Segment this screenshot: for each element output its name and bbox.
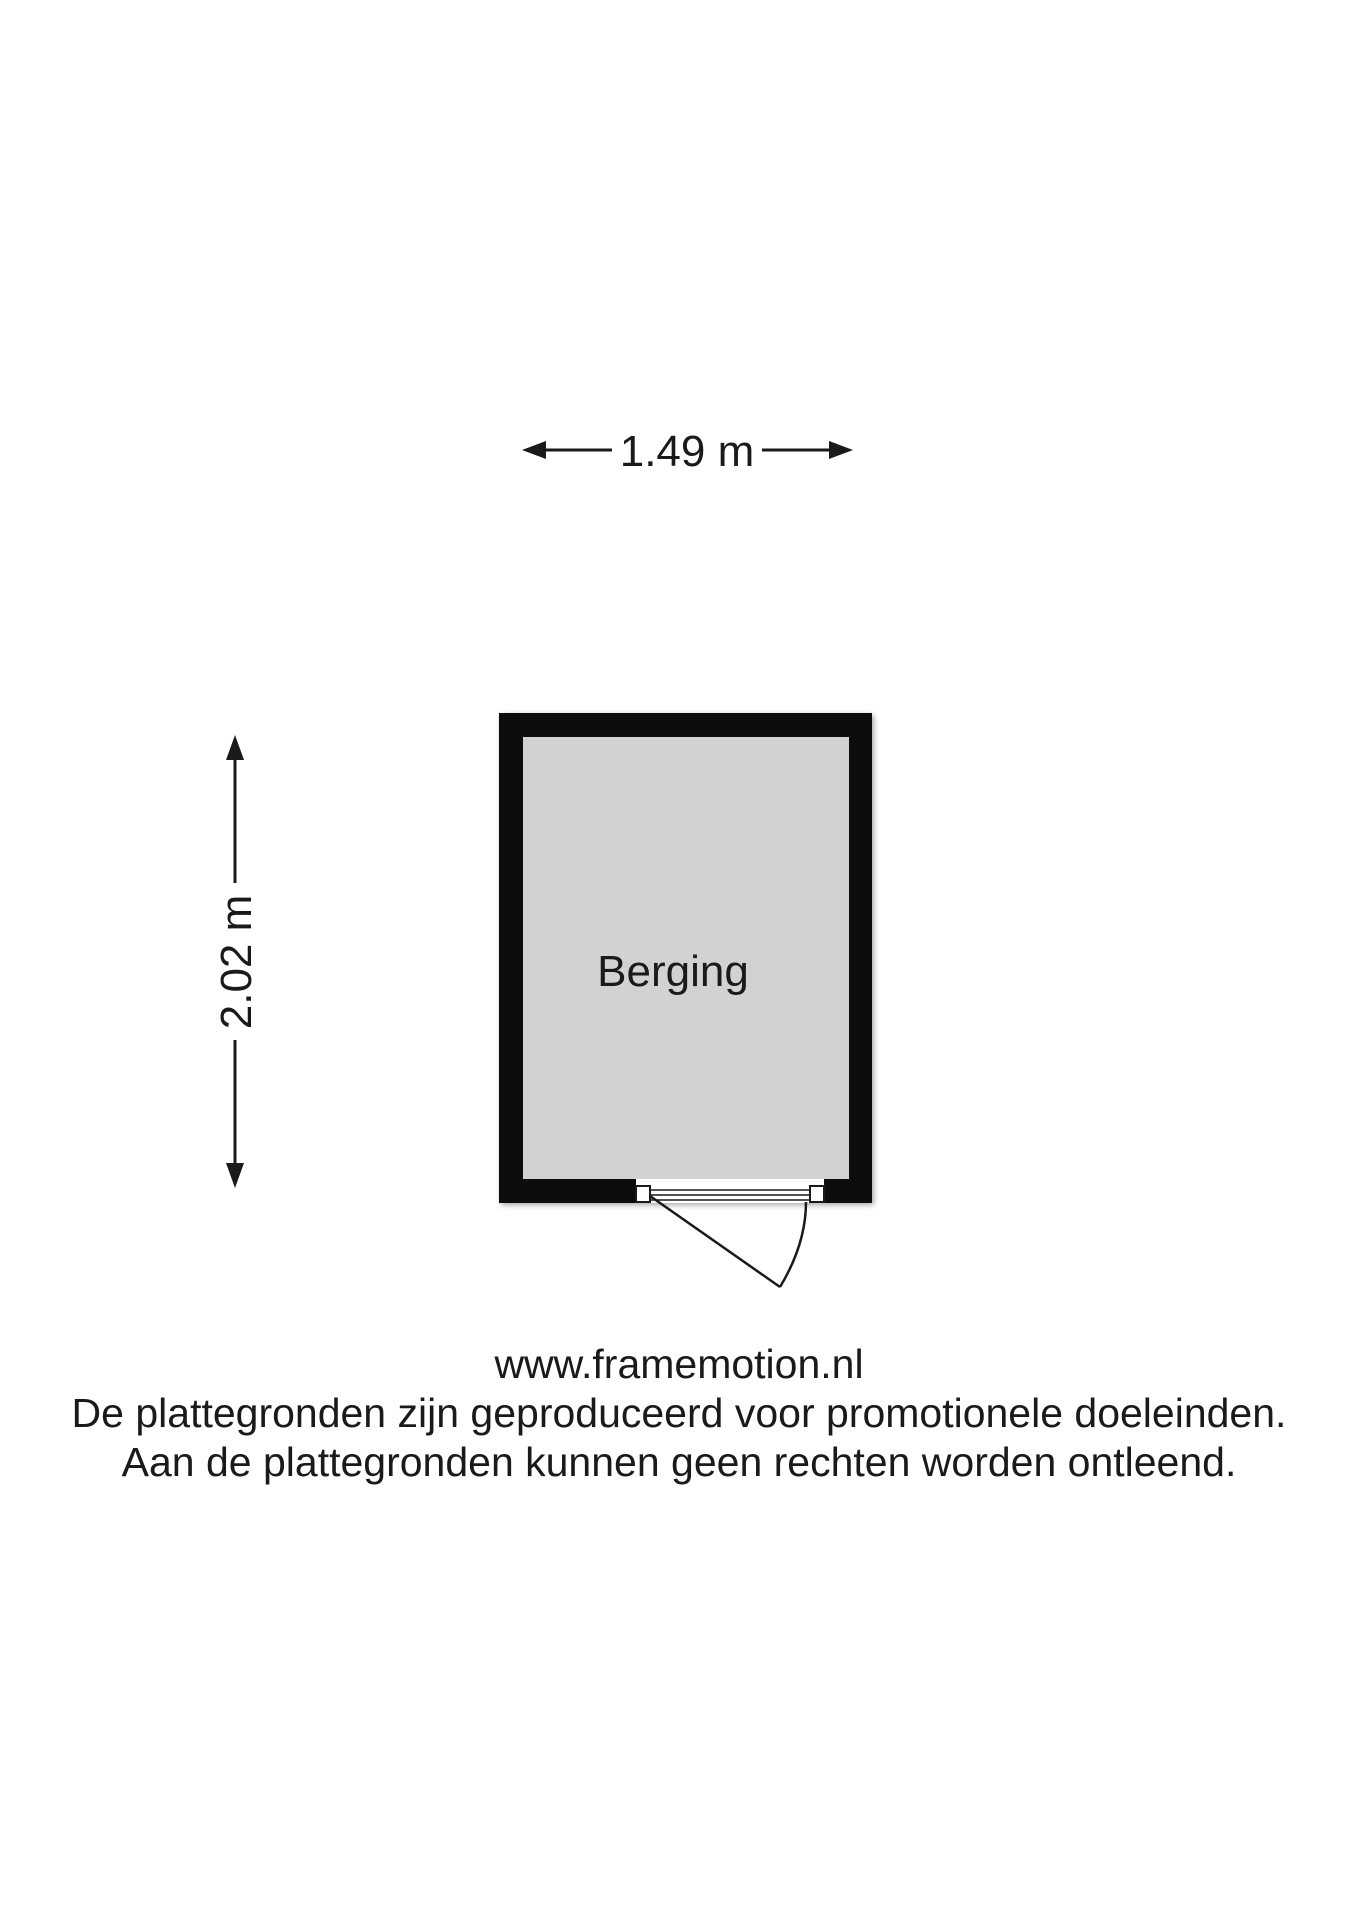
arrow-left-icon (522, 441, 546, 459)
door-jamb-left (636, 1186, 650, 1202)
door-jamb-right (810, 1186, 824, 1202)
door-swing-arc (780, 1202, 806, 1287)
arrow-down-icon (226, 1163, 244, 1188)
room-label: Berging (597, 947, 749, 996)
width-label: 1.49 m (619, 427, 755, 476)
disclaimer-line-2: Aan de plattegronden kunnen geen rechten worden ontleend. (121, 1439, 1237, 1485)
room-berging (499, 713, 872, 1287)
website-link[interactable]: www.framemotion.nl (494, 1341, 864, 1387)
arrow-right-icon (829, 441, 853, 459)
footer (0, 1340, 1358, 1487)
disclaimer-line-1: De plattegronden zijn geproduceerd voor promotionele doeleinden. (71, 1390, 1287, 1436)
height-dimension (212, 735, 261, 1188)
door-leaf (650, 1196, 780, 1287)
width-dimension (522, 427, 853, 476)
arrow-up-icon (226, 735, 244, 760)
height-label: 2.02 m (212, 894, 261, 1030)
